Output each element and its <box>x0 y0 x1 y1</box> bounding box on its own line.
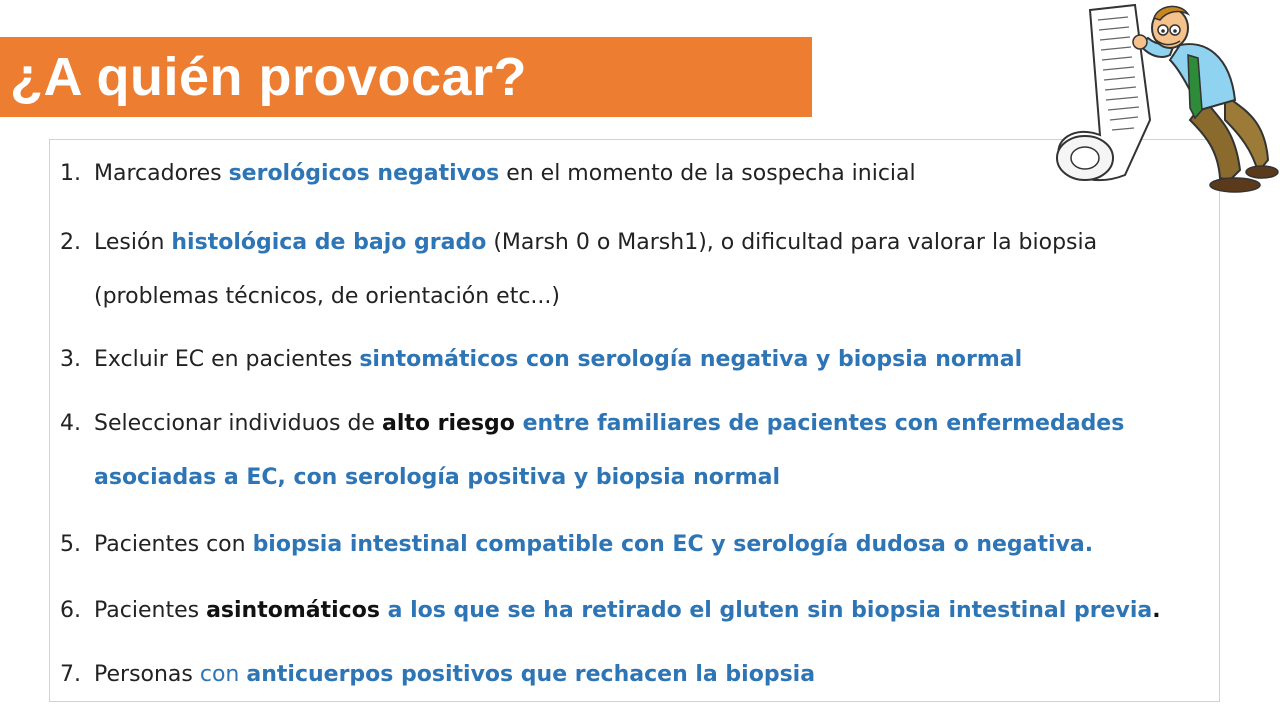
list-text <box>94 518 1200 572</box>
list-text <box>94 397 1200 505</box>
list-number: 7. <box>60 662 81 687</box>
list-text <box>94 333 1200 387</box>
scroll-icon <box>1057 5 1150 180</box>
list-number: 2. <box>60 230 81 255</box>
text-segment: histológica de bajo grado <box>171 230 487 255</box>
text-segment: Pacientes con <box>94 532 253 557</box>
text-segment: con <box>199 662 240 687</box>
list-text <box>94 648 1200 702</box>
list-number: 5. <box>60 532 81 557</box>
list-text <box>94 216 1200 324</box>
list-number: 3. <box>60 347 81 372</box>
text-segment: Personas <box>94 662 200 687</box>
text-segment: anticuerpos positivos que rechacen la biopsia <box>246 662 816 687</box>
man-figure <box>1133 6 1278 192</box>
text-segment: Lesión <box>94 230 172 255</box>
text-segment: Excluir EC en pacientes <box>94 347 360 372</box>
list-item <box>60 648 1200 702</box>
list-item <box>60 584 1200 638</box>
list-item <box>60 147 1200 201</box>
text-segment: asintomáticos <box>206 598 380 623</box>
list-item <box>60 518 1200 572</box>
text-segment: biopsia intestinal compatible con EC y serología dudosa o negativa. <box>252 532 1094 557</box>
text-segment: sintomáticos con serología negativa y biopsia normal <box>359 347 1023 372</box>
text-segment: alto riesgo <box>381 411 515 436</box>
text-segment: Seleccionar individuos de <box>94 411 382 436</box>
man-reading-scroll-illustration <box>1030 0 1280 200</box>
text-segment: entre familiares de pacientes con enfermedades asociadas a EC, con serología positiva y biopsia normal <box>94 411 1125 490</box>
text-segment: Pacientes <box>94 598 207 623</box>
list-number: 4. <box>60 411 81 436</box>
text-segment: (Marsh 0 o Marsh1), o dificultad para valorar la biopsia (problemas técnicos, de orientación etc...) <box>94 230 1098 309</box>
text-segment: . <box>1152 598 1161 623</box>
slide-title: ¿A quién provocar? <box>10 47 528 107</box>
list-number: 6. <box>60 598 81 623</box>
list-item <box>60 333 1200 387</box>
list-item <box>60 397 1200 505</box>
list-number: 1. <box>60 161 81 186</box>
text-segment: Marcadores <box>94 161 229 186</box>
text-segment: serológicos negativos <box>228 161 500 186</box>
list-item <box>60 216 1200 324</box>
text-segment: en el momento de la sospecha inicial <box>499 161 916 186</box>
text-segment: a los que se ha retirado el gluten sin biopsia intestinal previa <box>379 598 1153 623</box>
list-text <box>94 584 1200 638</box>
